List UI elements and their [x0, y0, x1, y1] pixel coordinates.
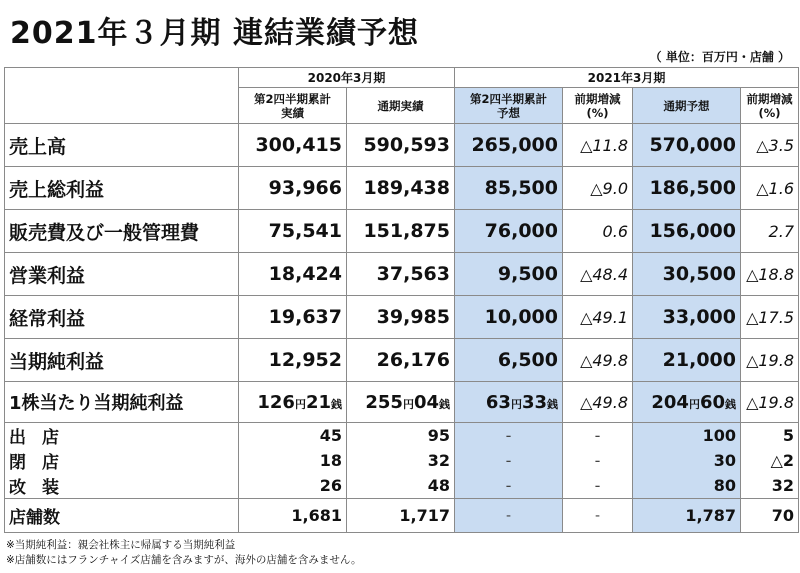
- col-header-full-actual: 通期実績: [347, 88, 455, 124]
- cell-value: 48: [347, 473, 455, 499]
- cell-pct: △19.8: [741, 339, 799, 382]
- cell-value: 95: [347, 423, 455, 449]
- cell-value: △2: [741, 448, 799, 473]
- corner-cell: [5, 68, 239, 124]
- cell-pct: △49.1: [563, 296, 633, 339]
- cell-pct: △3.5: [741, 124, 799, 167]
- cell-value: 12,952: [239, 339, 347, 382]
- cell-value: 37,563: [347, 253, 455, 296]
- cell-value: 39,985: [347, 296, 455, 339]
- col-header-h1-change: 前期増減 (%): [563, 88, 633, 124]
- cell-value: 30,500: [633, 253, 741, 296]
- col-header-full-forecast: 通期予想: [633, 88, 741, 124]
- eps-cell: 126円21銭: [239, 382, 347, 423]
- cell-value: 18: [239, 448, 347, 473]
- col-header-h1-actual: 第2四半期累計 実績: [239, 88, 347, 124]
- row-label: 店舗数: [5, 499, 239, 533]
- cell-value: 85,500: [455, 167, 563, 210]
- store-total-row: [5, 499, 799, 533]
- cell-pct: △1.6: [741, 167, 799, 210]
- cell-value: 26,176: [347, 339, 455, 382]
- cell-pct: 0.6: [563, 210, 633, 253]
- cell-value: 26: [239, 473, 347, 499]
- table-row: [5, 253, 799, 296]
- row-label: 当期純利益: [5, 339, 239, 382]
- cell-value: 93,966: [239, 167, 347, 210]
- store-row: [5, 473, 799, 499]
- cell-value: 100: [633, 423, 741, 449]
- cell-value: 300,415: [239, 124, 347, 167]
- store-row: [5, 423, 799, 449]
- page-title: 2021年３月期 連結業績予想: [10, 16, 419, 51]
- cell-value: -: [455, 423, 563, 449]
- cell-value: 32: [741, 473, 799, 499]
- row-label: 改装: [5, 473, 239, 499]
- cell-value: 5: [741, 423, 799, 449]
- cell-pct: △49.8: [563, 382, 633, 423]
- cell-value: 32: [347, 448, 455, 473]
- cell-value: 18,424: [239, 253, 347, 296]
- period-prev-header: 2020年3月期: [239, 68, 455, 88]
- cell-value: 570,000: [633, 124, 741, 167]
- table-row: [5, 124, 799, 167]
- col-header-h1-forecast: 第2四半期累計 予想: [455, 88, 563, 124]
- cell-value: 80: [633, 473, 741, 499]
- cell-value: 9,500: [455, 253, 563, 296]
- cell-pct: △49.8: [563, 339, 633, 382]
- cell-value: 590,593: [347, 124, 455, 167]
- cell-value: 151,875: [347, 210, 455, 253]
- table-row: [5, 167, 799, 210]
- cell-value: -: [563, 423, 633, 449]
- table-row: [5, 296, 799, 339]
- cell-pct: △18.8: [741, 253, 799, 296]
- cell-value: 1,787: [633, 499, 741, 533]
- cell-value: -: [563, 499, 633, 533]
- cell-value: -: [455, 473, 563, 499]
- cell-value: 21,000: [633, 339, 741, 382]
- cell-value: 75,541: [239, 210, 347, 253]
- row-label: 営業利益: [5, 253, 239, 296]
- cell-value: -: [455, 448, 563, 473]
- cell-value: 1,717: [347, 499, 455, 533]
- period-cur-header: 2021年3月期: [455, 68, 799, 88]
- eps-cell: 204円60銭: [633, 382, 741, 423]
- cell-pct: △19.8: [741, 382, 799, 423]
- cell-value: 189,438: [347, 167, 455, 210]
- cell-value: 265,000: [455, 124, 563, 167]
- cell-value: -: [455, 499, 563, 533]
- unit-note: （ 単位：百万円・店舗 ）: [649, 50, 790, 64]
- store-row: [5, 448, 799, 473]
- cell-pct: 2.7: [741, 210, 799, 253]
- period-header-row: [5, 68, 799, 88]
- cell-value: 156,000: [633, 210, 741, 253]
- table-row: [5, 210, 799, 253]
- col-header-full-change: 前期増減 (%): [741, 88, 799, 124]
- footnote: ※店舗数にはフランチャイズ店舗を含みますが、海外の店舗を含みません。: [6, 554, 362, 566]
- row-label: 販売費及び一般管理費: [5, 210, 239, 253]
- row-label: 1株当たり当期純利益: [5, 382, 239, 423]
- forecast-table: [4, 67, 799, 533]
- row-label: 出店: [5, 423, 239, 449]
- cell-value: 30: [633, 448, 741, 473]
- cell-value: 70: [741, 499, 799, 533]
- cell-value: 186,500: [633, 167, 741, 210]
- cell-pct: △9.0: [563, 167, 633, 210]
- cell-value: -: [563, 448, 633, 473]
- cell-value: 10,000: [455, 296, 563, 339]
- cell-value: 19,637: [239, 296, 347, 339]
- cell-pct: △11.8: [563, 124, 633, 167]
- cell-value: -: [563, 473, 633, 499]
- footnote: ※当期純利益：親会社株主に帰属する当期純利益: [6, 539, 236, 551]
- cell-value: 1,681: [239, 499, 347, 533]
- row-label: 経常利益: [5, 296, 239, 339]
- cell-value: 33,000: [633, 296, 741, 339]
- footnotes: [6, 538, 362, 568]
- eps-cell: 63円33銭: [455, 382, 563, 423]
- table-row: [5, 339, 799, 382]
- eps-row: [5, 382, 799, 423]
- cell-value: 6,500: [455, 339, 563, 382]
- row-label: 売上総利益: [5, 167, 239, 210]
- cell-pct: △17.5: [741, 296, 799, 339]
- cell-value: 45: [239, 423, 347, 449]
- cell-value: 76,000: [455, 210, 563, 253]
- cell-pct: △48.4: [563, 253, 633, 296]
- row-label: 閉店: [5, 448, 239, 473]
- row-label: 売上高: [5, 124, 239, 167]
- eps-cell: 255円04銭: [347, 382, 455, 423]
